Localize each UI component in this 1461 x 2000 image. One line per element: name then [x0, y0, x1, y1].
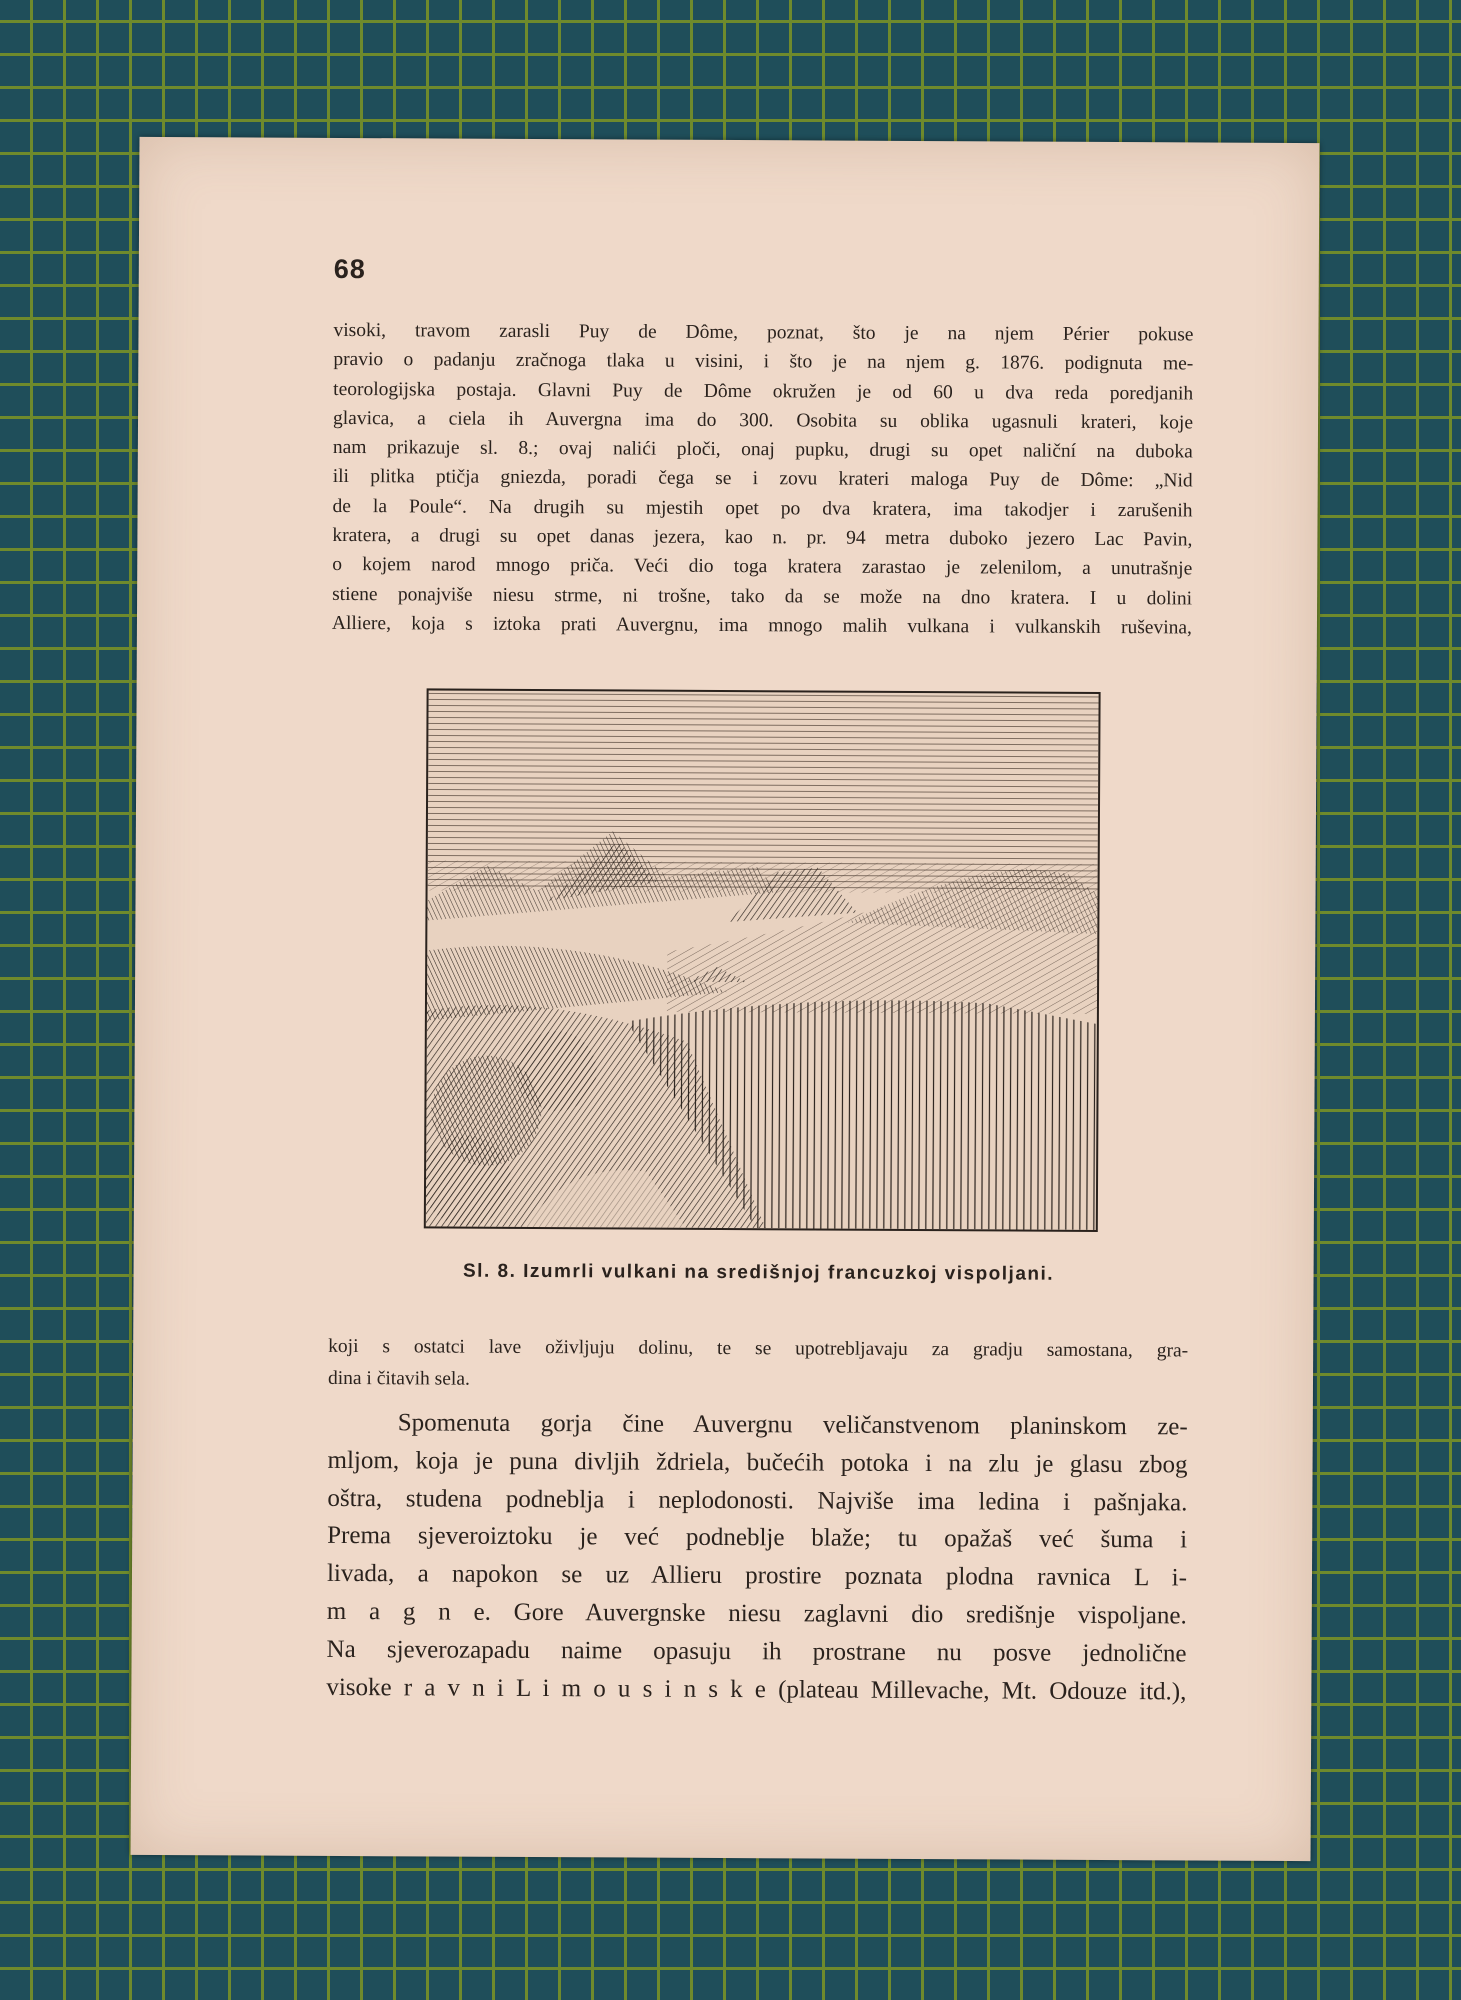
text-line: ili plitka ptičja gniezda, poradi čega se i zovu krateri maloga Puy de Dôme: „Nid: [332, 466, 1193, 492]
text-line: teorologijska postaja. Glavni Puy de Dôme okružen je od 60 u dva reda poredjanih: [333, 378, 1194, 405]
text-line: koji s ostatci lave oživljuju dolinu, te se upotrebljavaju za gradju samostana, gra-: [328, 1335, 1189, 1362]
text-line: stiene ponajviše niesu strme, ni trošne, tako da se može na dno kratera. I u dolini: [332, 583, 1193, 610]
paragraph-top: [332, 316, 1194, 643]
text-line: m a g n e. Gore Auvergnske niesu zaglavni dio središnje vispoljane.: [326, 1597, 1187, 1630]
text-line: visoke r a v n i L i m o u s i n s k e (plateau Millevache, Mt. Odouze itd.),: [326, 1673, 1187, 1706]
text-line: de la Poule“. Na drugih su mjestih opet po dva kratera, ima takodjer i zarušenih: [332, 495, 1193, 522]
text-line: Na sjeverozapadu naime opasuju ih prostrane nu posve jednolične: [326, 1635, 1187, 1668]
paragraph-bottom: [326, 1404, 1188, 1711]
page-number: 68: [333, 253, 366, 285]
book-page: [131, 137, 1320, 1861]
text-line: glavica, a ciela ih Auvergna ima do 300. Osobita su oblika ugasnuli krateri, koje: [332, 407, 1194, 434]
text-line: visoki, travom zarasli Puy de Dôme, poznat, što je na njem Périer pokuse: [333, 319, 1194, 346]
paragraph-mid: [328, 1331, 1188, 1400]
text-line: Prema sjeveroiztoku je već podneblje blaže; tu opažaš već šuma i: [327, 1522, 1188, 1554]
text-line: o kojem narod mnogo priča. Veći dio toga kratera zarastao je zelenilom, a unutrašnje: [332, 554, 1193, 580]
text-line: pravio o padanju zračnoga tlaka u visini, i što je na njem g. 1876. podignuta me-: [333, 349, 1194, 375]
text-line: Alliere, koja s iztoka prati Auvergnu, ima mnogo malih vulkana i vulkanskih ruševina,: [331, 612, 1193, 639]
text-line: mljom, koja je puna divljih ždriela, bučećih potoka i na zlu je glasu zbog: [327, 1446, 1188, 1479]
text-line: livada, a napokon se uz Allieru prostire poznata plodna ravnica L i-: [326, 1560, 1188, 1592]
text-line: Spomenuta gorja čine Auvergnu veličanstvenom planinskom ze-: [397, 1409, 1188, 1441]
text-line: nam prikazuje sl. 8.; ovaj nalići ploči, onaj pupku, drugi su opet naliční na duboka: [332, 437, 1193, 463]
volcano-landscape-illustration: [426, 690, 1099, 1230]
figure-caption: Sl. 8. Izumrli vulkani na središnjoj francuzkoj vispoljani.: [462, 1260, 1055, 1285]
text-line: dina i čitavih sela.: [327, 1367, 470, 1390]
text-line: oštra, studena podneblja i neplodonosti. Najviše ima ledina i pašnjaka.: [327, 1484, 1188, 1517]
text-line: kratera, a drugi su opet danas jezera, kao n. pr. 94 metra duboko jezero Lac Pavin,: [332, 525, 1193, 551]
volcano-engraving-figure: [424, 688, 1101, 1232]
